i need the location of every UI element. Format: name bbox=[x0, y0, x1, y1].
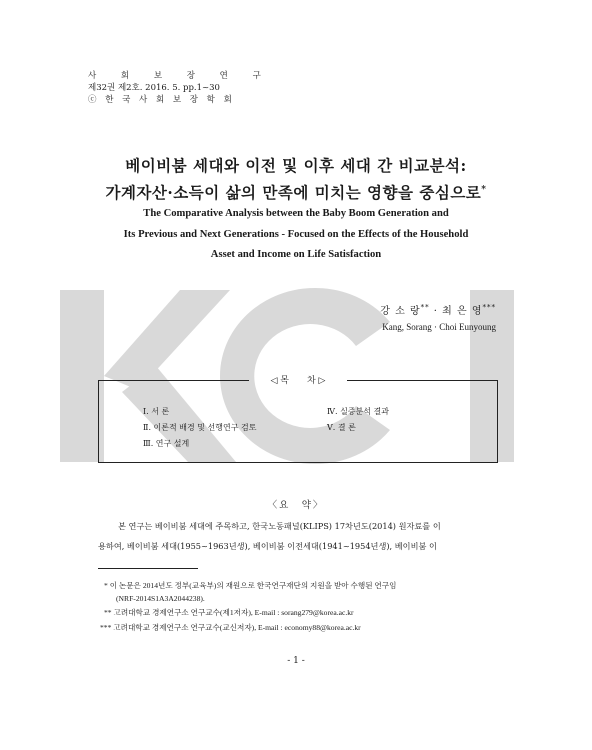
toc-box bbox=[98, 376, 498, 463]
author2-mark: *** bbox=[482, 303, 496, 312]
toc-item-empirical-results: Ⅳ. 실증분석 결과 bbox=[327, 407, 389, 416]
english-title-line3: Asset and Income on Life Satisfaction bbox=[210, 249, 382, 260]
footnote-2 bbox=[104, 607, 354, 618]
journal-issue: 제32권 제2호. 2016. 5. pp.1~30 bbox=[88, 83, 220, 93]
author2-name: 최 은 영 bbox=[442, 306, 483, 317]
authors-korean bbox=[380, 302, 496, 317]
english-title-line2: Its Previous and Next Generations - Focused on the Effects of the Household bbox=[123, 229, 469, 240]
author1-mark: ** bbox=[420, 303, 430, 312]
footnote-1-text: 이 논문은 2014년도 정부(교육부)의 재원으로 한국연구재단의 지원을 받아 수행된 연구임 bbox=[109, 581, 397, 590]
footnote-rule bbox=[98, 568, 198, 569]
korean-title-line1: 베이비붐 세대와 이전 및 이후 세대 간 비교분석: bbox=[125, 156, 467, 175]
toc-item-conclusion: Ⅴ. 결 론 bbox=[327, 423, 356, 432]
korean-title-line2-text: 가계자산·소득이 삶의 만족에 미치는 영향을 중심으로 bbox=[105, 183, 482, 202]
author-separator: · bbox=[429, 306, 443, 317]
footnote-3-text: 고려대학교 경제연구소 연구교수(교신저자), E-mail : economy88@korea.ac.kr bbox=[113, 623, 361, 632]
toc-title-text: ◁ 목 차 ▷ bbox=[270, 376, 326, 386]
footnote-1 bbox=[104, 580, 396, 591]
footnote-3-mark: *** bbox=[100, 623, 112, 632]
toc-title bbox=[99, 373, 497, 386]
toc-item-literature-review: Ⅱ. 이론적 배경 및 선행연구 검토 bbox=[143, 423, 257, 432]
journal-name: 사 회 보 장 연 구 bbox=[88, 71, 272, 81]
footnote-2-text: 고려대학교 경제연구소 연구교수(제1저자), E-mail : sorang279@korea.ac.kr bbox=[113, 608, 354, 617]
journal-copyright: ⓒ 한 국 사 회 보 장 학 회 bbox=[88, 95, 235, 105]
journal-header bbox=[88, 70, 272, 106]
authors-english: Kang, Sorang · Choi Eunyoung bbox=[382, 322, 496, 332]
author1-name: 강 소 랑 bbox=[380, 306, 421, 317]
korean-title-line2 bbox=[0, 181, 592, 203]
abstract-heading: 〈요 약〉 bbox=[267, 500, 325, 511]
footnote-1-mark: * bbox=[104, 581, 108, 590]
footnote-1-continued: (NRF-2014S1A3A2044238). bbox=[116, 594, 205, 603]
toc-item-introduction: Ⅰ. 서 론 bbox=[143, 407, 170, 416]
abstract-line1: 본 연구는 베이비붐 세대에 주목하고, 한국노동패널(KLIPS) 17차년도(2014) 원자료를 이 bbox=[118, 521, 441, 531]
title-footnote-marker: * bbox=[481, 184, 487, 195]
toc-item-research-design: Ⅲ. 연구 설계 bbox=[143, 439, 190, 448]
page-number: - 1 - bbox=[287, 656, 305, 666]
footnote-3 bbox=[100, 622, 361, 633]
abstract-line2: 용하여, 베이비붐 세대(1955~1963년생), 베이비붐 이전세대(1941~1954년생), 베이비붐 이 bbox=[98, 541, 437, 551]
footnote-2-mark: ** bbox=[104, 608, 112, 617]
english-title-line1: The Comparative Analysis between the Baby Boom Generation and bbox=[143, 208, 449, 219]
